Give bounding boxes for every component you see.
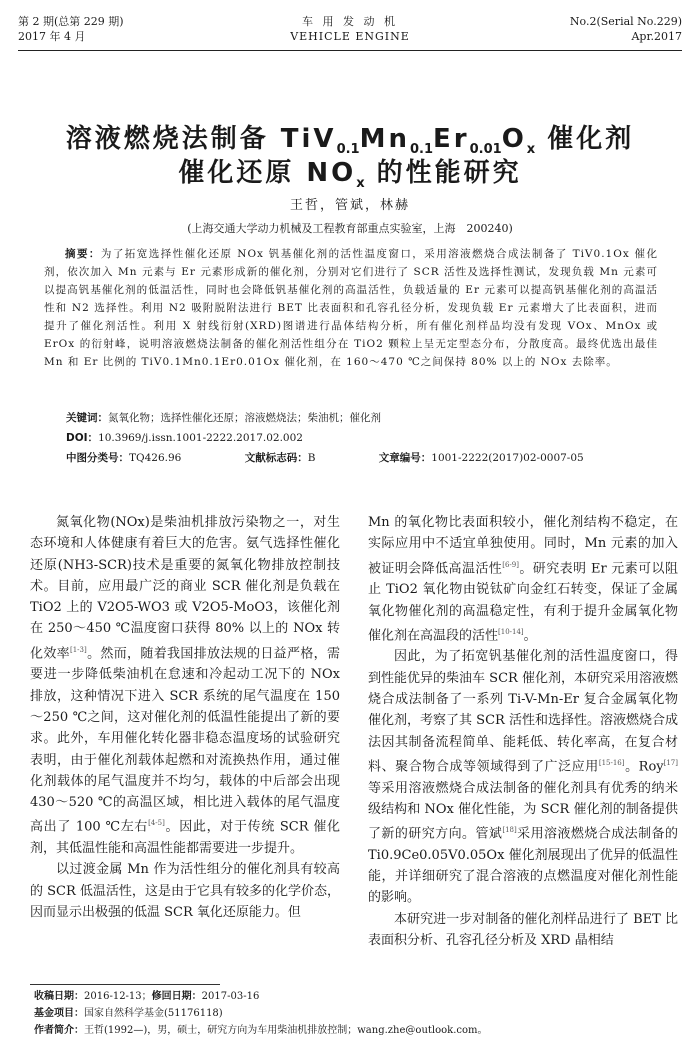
issue-info-en xyxy=(570,14,682,44)
citation[interactable]: [15-16] xyxy=(598,758,625,767)
abstract-text: 为了拓宽选择性催化还原 NOx 钒基催化剂的活性温度窗口，采用溶液燃烧合成法制备了 TiV0.1Ox 催化剂，依次加入 Mn 元素与 Er 元素形成新的催化剂，分别对它们进行了 SCR 活性及选择性测试，发现负载 Mn 元素可以提高钒基催化剂的低温活性，同时也会降低钒基催化剂的高温活性，负载适量的 Er 元素可以提高钒基催化剂的高温活性和 N2 选择性。利用 N2 吸附脱附法进行 BET 比表面积和孔容孔径分析，发现负载 Er 元素增大了比表面积，进而提升了催化剂活性。利用 X 射线衍射(XRD)图谱进行晶体结构分析，所有催化剂样品均没有发现 VOx、MnOx 或 ErOx 的衍射峰，说明溶液燃烧法制备的催化剂活性组分在 TiO2 颗粒上呈无定型态分布，分散度高。最终优选出最佳 Mn 和 Er 比例的 TiV0.1Mn0.1Er0.01Ox 催化剂，在 160～470 ℃之间保持 80% 以上的 NOx 去除率。 xyxy=(44,248,658,368)
running-header xyxy=(18,14,682,48)
citation[interactable]: [1-3] xyxy=(70,645,87,654)
body-column-left xyxy=(30,512,340,923)
abstract-label: 摘要： xyxy=(65,248,101,260)
journal-name-cn: 车 用 发 动 机 xyxy=(302,15,398,28)
body-paragraph: 本研究进一步对制备的催化剂样品进行了 BET 比表面积分析、孔容孔径分析及 XRD 晶相结 xyxy=(368,911,678,948)
footnote-divider xyxy=(30,984,220,985)
body-paragraph: 以过渡金属 Mn 作为活性组分的催化剂具有较高的 SCR 低温活性，这是由于它具有较多的化学价态，因而显示出极强的低温 SCR 氧化还原能力。但 xyxy=(30,862,340,920)
paper-title-line1: 溶液燃烧法制备 $TiV_{0.1}Mn_{0.1}Er_{0.01}O_x$ 催化剂 xyxy=(65,124,635,158)
footnote-dates: 收稿日期：2016-12-13；修回日期：2017-03-16 xyxy=(34,991,260,1002)
citation[interactable]: [18] xyxy=(502,826,517,835)
paper-title-line2: 催化还原 $NO_x$ 的性能研究 xyxy=(178,158,522,192)
journal-name-en: VEHICLE ENGINE xyxy=(290,30,410,43)
issue-number-en: No.2(Serial No.229) xyxy=(569,15,682,28)
authors: 王哲，管斌，林赫 xyxy=(289,198,410,213)
body-column-right xyxy=(368,512,678,951)
doi-link[interactable]: 10.3969/j.issn.1001-2222.2017.02.002 xyxy=(98,432,303,444)
abstract xyxy=(44,245,658,371)
citation[interactable]: [4-5] xyxy=(148,819,165,828)
footnote-funding: 基金项目：国家自然科学基金(51176118) xyxy=(34,1008,223,1019)
citation[interactable]: [17] xyxy=(663,758,678,767)
header-divider xyxy=(18,50,682,51)
classification-codes: 中图分类号：TQ426.96 文献标志码：B 文章编号：1001-2222(2017)02-0007-05 xyxy=(66,452,584,464)
footnote-author-bio: 作者简介：王哲(1992—)，男，硕士，研究方向为车用柴油机排放控制；wang.zhe@outlook.com。 xyxy=(34,1025,488,1036)
keywords: 关键词：氮氧化物；选择性催化还原；溶液燃烧法；柴油机；催化剂 xyxy=(66,412,381,424)
issue-date: 2017 年 4 月 xyxy=(18,30,86,43)
doi: DOI：10.3969/j.issn.1001-2222.2017.02.002 xyxy=(66,432,303,444)
citation[interactable]: [10-14] xyxy=(498,627,524,636)
issue-date-en: Apr.2017 xyxy=(631,30,682,43)
body-paragraph: Mn 的氧化物比表面积较小，催化剂结构不稳定，在实际应用中不适宜单独使用。同时，Mn 元素的加入被证明会降低高温活性[6-9]。研究表明 Er 元素可以阻止 TiO2 氧化物由锐钛矿向金红石转变，保证了金属氧化物催化剂的高温稳定性，有利于提升金属氧化物催化剂在高温段的活性[10-14]。 xyxy=(368,515,678,644)
body-paragraph: 氮氧化物(NOx)是柴油机排放污染物之一，对生态环境和人体健康有着巨大的危害。氨气选择性催化还原(NH3-SCR)技术是重要的氮氧化物排放控制技术。目前，应用最广泛的商业 SCR 催化剂是负载在 TiO2 上的 V2O5-WO3 或 V2O5-MoO3，该催化剂在 250～450 ℃温度窗口获得 80% 以上的 NOx 转化效率[1-3]。然而，随着我国排放法规的日益严格，需要进一步降低柴油机在怠速和冷起动工况下的 NOx 排放，这种情况下进入 SCR 系统的尾气温度在 150～250 ℃之间，这对催化剂的低温性能提出了新的要求。此外，车用催化转化器非稳态温度场的试验研究表明，由于催化剂载体起燃和对流换热作用，通过催化剂载体的尾气温度并不均匀，载体的中后部会出现 430～520 ℃的高温区域，相比进入载体的尾气温度高出了 100 ℃左右[4-5]。因此，对于传统 SCR 催化剂，其低温性能和高温性能都需要进一步提升。 xyxy=(30,515,341,857)
issue-number: 第 2 期(总第 229 期) xyxy=(18,15,124,28)
body-paragraph: 因此，为了拓宽钒基催化剂的活性温度窗口，得到性能优异的柴油车 SCR 催化剂，本研究采用溶液燃烧合成法制备了一系列 Ti-V-Mn-Er 复合金属氧化物催化剂，考察了其 SCR 活性和选择性。溶液燃烧合成法因其制备流程简单、能耗低、转化率高，在复合材料、聚合物合成等领域得到了广泛应用[15-16]。Roy[17]等采用溶液燃烧合成法制备的催化剂具有优秀的纳米级结构和 NOx 催化性能，为 SCR 催化剂的制备提供了新的研究方向。管斌[18]采用溶液燃烧合成法制备的 Ti0.9Ce0.05V0.05Ox 催化剂展现出了优异的低温性能，并详细研究了混合溶液的点燃温度对催化剂性能的影响。 xyxy=(368,649,678,906)
affiliation: (上海交通大学动力机械及工程教育部重点实验室，上海 200240) xyxy=(187,222,513,235)
citation[interactable]: [6-9] xyxy=(502,560,519,569)
